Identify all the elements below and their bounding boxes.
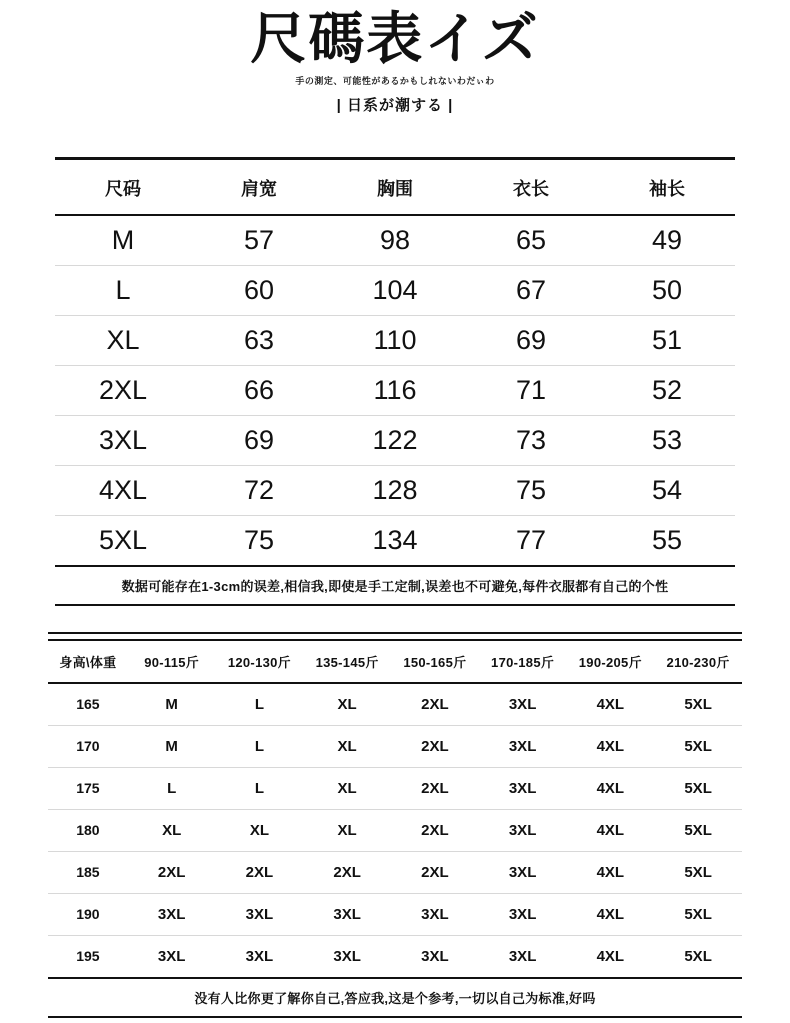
table-cell: 2XL — [391, 725, 479, 767]
column-header: 身高\体重 — [48, 640, 128, 683]
table-cell: 3XL — [303, 935, 391, 978]
table-header-row — [48, 640, 742, 683]
table-row — [55, 215, 735, 266]
table-cell: 4XL — [566, 893, 654, 935]
table-cell: 3XL — [479, 767, 567, 809]
table-cell: 63 — [191, 315, 327, 365]
table-cell: 53 — [599, 415, 735, 465]
table-cell: XL — [303, 683, 391, 726]
column-header: 120-130斤 — [216, 640, 304, 683]
tagline: | 日系が潮する | — [336, 96, 454, 114]
table-cell: 3XL — [391, 893, 479, 935]
table-cell: 116 — [327, 365, 463, 415]
table-cell: 60 — [191, 265, 327, 315]
table-cell: XL — [303, 809, 391, 851]
table-cell: 54 — [599, 465, 735, 515]
table-cell: 2XL — [391, 767, 479, 809]
table-cell: 49 — [599, 215, 735, 266]
garment-size-table — [55, 157, 735, 567]
table-cell: 69 — [463, 315, 599, 365]
table-cell: 2XL — [391, 851, 479, 893]
row-label: L — [55, 265, 191, 315]
table-cell: 57 — [191, 215, 327, 266]
table-cell: L — [216, 767, 304, 809]
height-weight-table — [48, 639, 742, 979]
table-cell: XL — [303, 725, 391, 767]
column-header: 尺码 — [55, 158, 191, 215]
table-row — [55, 365, 735, 415]
table-cell: 2XL — [128, 851, 216, 893]
table-cell: L — [216, 683, 304, 726]
table-row — [55, 315, 735, 365]
table-cell: 2XL — [391, 683, 479, 726]
table-cell: 5XL — [654, 683, 742, 726]
table-cell: 122 — [327, 415, 463, 465]
table-row — [48, 851, 742, 893]
table-cell: 4XL — [566, 851, 654, 893]
table-cell: 3XL — [479, 725, 567, 767]
column-header: 135-145斤 — [303, 640, 391, 683]
table-row — [48, 683, 742, 726]
table-row — [55, 515, 735, 566]
column-header: 190-205斤 — [566, 640, 654, 683]
table-cell: 4XL — [566, 809, 654, 851]
column-header: 90-115斤 — [128, 640, 216, 683]
table-cell: 5XL — [654, 809, 742, 851]
table-cell: 3XL — [303, 893, 391, 935]
table-cell: 3XL — [128, 935, 216, 978]
table-cell: 5XL — [654, 851, 742, 893]
row-label: 3XL — [55, 415, 191, 465]
table-row — [48, 935, 742, 978]
row-label: 170 — [48, 725, 128, 767]
table-cell: 5XL — [654, 725, 742, 767]
table-cell: 2XL — [303, 851, 391, 893]
table-cell: 69 — [191, 415, 327, 465]
row-label: 190 — [48, 893, 128, 935]
row-label: 180 — [48, 809, 128, 851]
subtitle-japanese: 手の測定、可能性があるかもしれないわだぃわ — [295, 75, 495, 86]
table-cell: 128 — [327, 465, 463, 515]
table-cell: 75 — [463, 465, 599, 515]
page-title: 尺碼表イズ — [250, 7, 540, 70]
table-cell: 104 — [327, 265, 463, 315]
table-cell: 3XL — [479, 851, 567, 893]
table-cell: 3XL — [216, 935, 304, 978]
table-cell: 3XL — [216, 893, 304, 935]
table-cell: L — [216, 725, 304, 767]
height-weight-table-section — [48, 632, 742, 1018]
table-cell: 3XL — [479, 935, 567, 978]
table-cell: 55 — [599, 515, 735, 566]
table-cell: 3XL — [479, 683, 567, 726]
table-cell: 66 — [191, 365, 327, 415]
row-label: 5XL — [55, 515, 191, 566]
column-header: 衣长 — [463, 158, 599, 215]
table-cell: 50 — [599, 265, 735, 315]
table-cell: 2XL — [391, 809, 479, 851]
row-label: 2XL — [55, 365, 191, 415]
table-row — [55, 465, 735, 515]
table-row — [48, 893, 742, 935]
table-cell: 5XL — [654, 935, 742, 978]
table-cell: 4XL — [566, 935, 654, 978]
row-label: M — [55, 215, 191, 266]
column-header: 胸围 — [327, 158, 463, 215]
table-cell: 3XL — [479, 893, 567, 935]
table-cell: XL — [128, 809, 216, 851]
table-cell: 73 — [463, 415, 599, 465]
row-label: 4XL — [55, 465, 191, 515]
table-cell: 67 — [463, 265, 599, 315]
table-cell: XL — [303, 767, 391, 809]
table-cell: M — [128, 725, 216, 767]
row-label: 175 — [48, 767, 128, 809]
size-table-note: 数据可能存在1-3cm的误差,相信我,即使是手工定制,误差也不可避免,每件衣服都有自己的个性 — [55, 567, 735, 606]
table-row — [48, 767, 742, 809]
table-row — [48, 809, 742, 851]
row-label: XL — [55, 315, 191, 365]
fit-table-note: 没有人比你更了解你自己,答应我,这是个参考,一切以自己为标准,好吗 — [48, 979, 742, 1018]
table-cell: 4XL — [566, 725, 654, 767]
table-cell: 3XL — [391, 935, 479, 978]
column-header: 150-165斤 — [391, 640, 479, 683]
row-label: 165 — [48, 683, 128, 726]
garment-size-table-section — [55, 157, 735, 606]
table-cell: 5XL — [654, 893, 742, 935]
table-row — [55, 415, 735, 465]
table-cell: 4XL — [566, 683, 654, 726]
table-row — [48, 725, 742, 767]
table-cell: 75 — [191, 515, 327, 566]
table-cell: 77 — [463, 515, 599, 566]
table-cell: 71 — [463, 365, 599, 415]
table-cell: 2XL — [216, 851, 304, 893]
header — [0, 7, 790, 115]
table-cell: 65 — [463, 215, 599, 266]
table-cell: 110 — [327, 315, 463, 365]
column-header: 肩宽 — [191, 158, 327, 215]
table-cell: 4XL — [566, 767, 654, 809]
table-cell: L — [128, 767, 216, 809]
row-label: 185 — [48, 851, 128, 893]
table-cell: 72 — [191, 465, 327, 515]
table-cell: M — [128, 683, 216, 726]
table-header-row — [55, 158, 735, 215]
table-cell: 3XL — [128, 893, 216, 935]
table-cell: 134 — [327, 515, 463, 566]
table-cell: 52 — [599, 365, 735, 415]
table-cell: 98 — [327, 215, 463, 266]
row-label: 195 — [48, 935, 128, 978]
table-row — [55, 265, 735, 315]
column-header: 210-230斤 — [654, 640, 742, 683]
column-header: 170-185斤 — [479, 640, 567, 683]
column-header: 袖长 — [599, 158, 735, 215]
table-cell: 3XL — [479, 809, 567, 851]
table-cell: 5XL — [654, 767, 742, 809]
table-cell: 51 — [599, 315, 735, 365]
table-cell: XL — [216, 809, 304, 851]
